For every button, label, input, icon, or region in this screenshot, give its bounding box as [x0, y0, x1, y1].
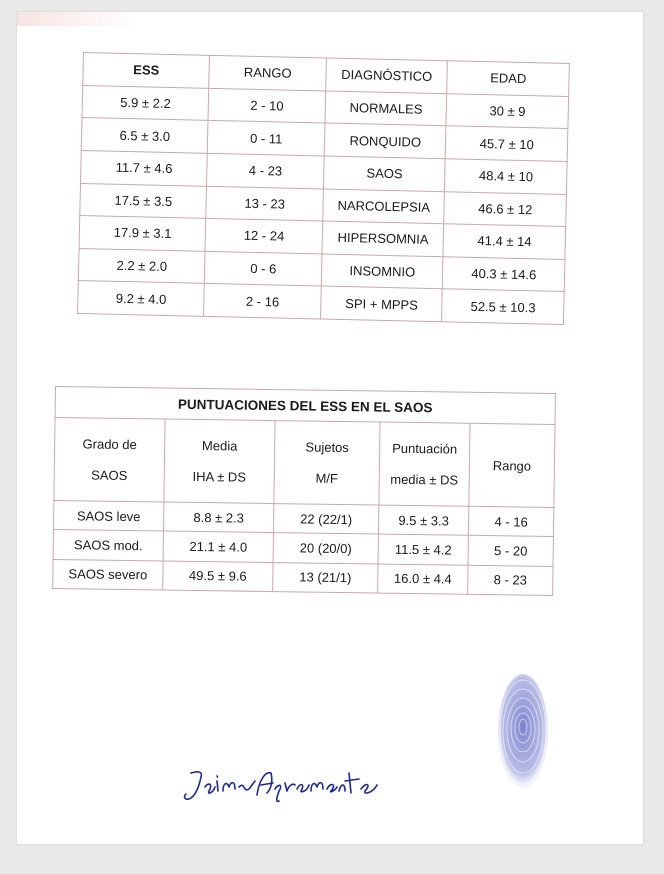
column-header	[379, 422, 470, 506]
table-cell: 20 (20/0)	[273, 533, 378, 564]
document-page	[17, 12, 643, 844]
table-cell: INSOMNIO	[321, 254, 443, 289]
table-cell: HIPERSOMNIA	[322, 221, 444, 256]
table-cell: RONQUIDO	[324, 123, 446, 158]
table-header-row	[54, 418, 555, 508]
table-cell: 4 - 16	[468, 506, 553, 537]
table-cell: SAOS	[323, 156, 445, 191]
header-line: M/F	[315, 470, 339, 486]
table-cell: 40.3 ± 14.6	[443, 256, 565, 291]
handwritten-signature	[179, 767, 389, 807]
header-line: Grado de	[82, 436, 137, 453]
table-cell: SPI + MPPS	[320, 286, 442, 321]
table-cell: 52.5 ± 10.3	[442, 289, 564, 324]
table-cell: SAOS severo	[53, 559, 163, 590]
column-header	[54, 418, 165, 503]
table-cell: NORMALES	[325, 91, 447, 126]
header-line: media ± DS	[390, 471, 459, 488]
header-line: Media	[201, 438, 238, 454]
table-cell: 0 - 6	[205, 251, 322, 286]
table-cell: 11.7 ± 4.6	[81, 150, 208, 185]
header-line: IHA ± DS	[192, 468, 247, 485]
table-cell: 21.1 ± 4.0	[163, 531, 273, 562]
table-cell: 13 - 23	[206, 186, 323, 221]
column-header	[274, 421, 380, 505]
table-cell: 17.9 ± 3.1	[79, 216, 206, 251]
table-cell: 12 - 24	[205, 218, 322, 253]
table-cell: 46.6 ± 12	[444, 191, 566, 226]
table-cell: 2 - 16	[204, 284, 321, 319]
column-header: DIAGNÓSTICO	[326, 58, 448, 93]
column-header: ESS	[83, 53, 210, 88]
table-cell: 2.2 ± 2.0	[78, 248, 205, 283]
table-cell: 45.7 ± 10	[446, 126, 568, 161]
ess-diagnosis-table	[77, 52, 570, 325]
table-cell: 30 ± 9	[446, 93, 568, 128]
table-cell: 9.5 ± 3.3	[378, 505, 468, 536]
table-cell: 49.5 ± 9.6	[163, 561, 273, 592]
header-line: Rango	[492, 457, 532, 474]
table-cell: 4 - 23	[207, 153, 324, 188]
table-cell: 41.4 ± 14	[443, 224, 565, 259]
table-cell: 0 - 11	[208, 121, 325, 156]
scan-shadow	[17, 12, 137, 26]
header-line: SAOS	[91, 467, 128, 484]
header-line: Puntuación	[392, 440, 458, 457]
column-header	[164, 419, 275, 504]
table-cell: 5.9 ± 2.2	[82, 85, 209, 120]
table-cell: 6.5 ± 3.0	[81, 118, 208, 153]
table-cell: 5 - 20	[468, 536, 553, 567]
table-cell: 48.4 ± 10	[445, 159, 567, 194]
table-cell: 13 (21/1)	[273, 562, 378, 593]
saos-scores-table	[52, 386, 556, 596]
table-title: PUNTUACIONES DEL ESS EN EL SAOS	[55, 387, 555, 425]
table-cell: 17.5 ± 3.5	[80, 183, 207, 218]
table-cell: SAOS leve	[53, 500, 163, 531]
header-line: Sujetos	[305, 439, 349, 456]
table-cell: 8 - 23	[468, 565, 553, 596]
table-cell: SAOS mod.	[53, 530, 163, 561]
table-cell: 9.2 ± 4.0	[78, 281, 205, 316]
table-row	[53, 559, 553, 595]
table-cell: 11.5 ± 4.2	[378, 534, 468, 565]
column-header: EDAD	[447, 61, 569, 96]
fingerprint-image	[495, 672, 551, 802]
table-cell: NARCOLEPSIA	[323, 188, 445, 223]
column-header	[469, 423, 555, 507]
table-cell: 16.0 ± 4.4	[378, 564, 468, 595]
column-header: RANGO	[209, 55, 326, 90]
table-cell: 2 - 10	[208, 88, 325, 123]
table-cell: 22 (22/1)	[273, 504, 378, 535]
table-cell: 8.8 ± 2.3	[163, 502, 273, 533]
